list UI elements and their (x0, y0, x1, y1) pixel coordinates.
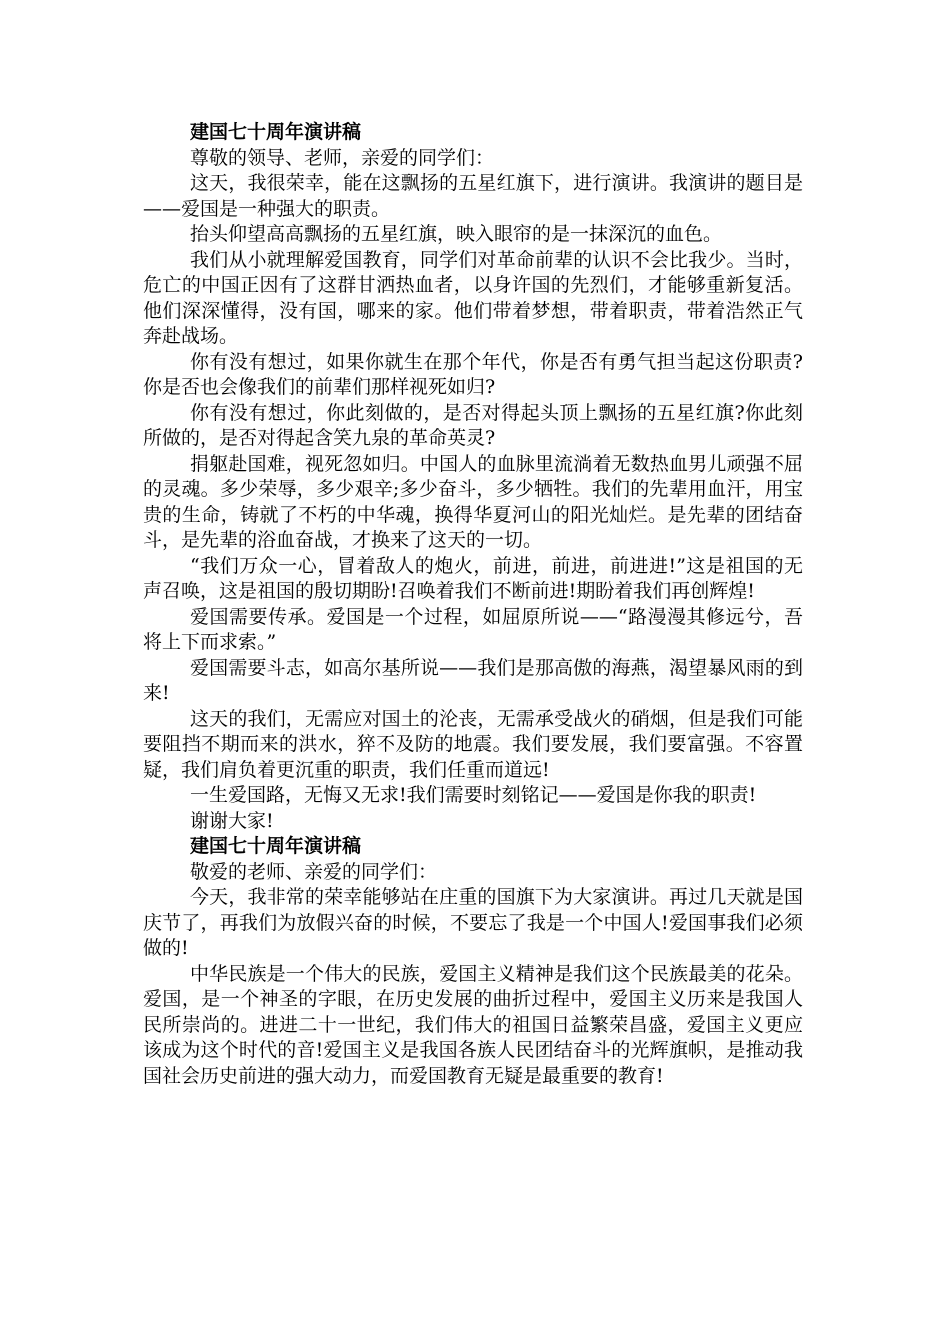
speech-1-paragraph: 这天的我们，无需应对国土的沦丧，无需承受战火的硝烟，但是我们可能要阻挡不期而来的洪水，猝不及防的地震。我们要发展，我们要富强。不容置疑，我们肩负着更沉重的职责，我们任重而道远! (143, 707, 803, 781)
speech-1-paragraph: 你有没有想过，你此刻做的，是否对得起头顶上飘扬的五星红旗?你此刻所做的，是否对得起含笑九泉的革命英灵? (143, 401, 803, 449)
speech-1-paragraph: “我们万众一心，冒着敌人的炮火，前进，前进，前进进!”这是祖国的无声召唤，这是祖国的殷切期盼!召唤着我们不断前进!期盼着我们再创辉煌! (143, 554, 803, 602)
speech-2-greeting: 敬爱的老师、亲爱的同学们： (190, 860, 438, 883)
speech-1-title: 建国七十周年演讲稿 (190, 121, 362, 143)
speech-2-paragraph: 中华民族是一个伟大的民族，爱国主义精神是我们这个民族最美的花朵。爱国，是一个神圣的字眼，在历史发展的曲折过程中，爱国主义历来是我国人民所崇尚的。进进二十一世纪，我们伟大的祖国日益繁荣昌盛，爱国主义更应该成为这个时代的音!爱国主义是我国各族人民团结奋斗的光辉旗帜，是推动我国社会历史前进的强大动力，而爱国教育无疑是最重要的教育! (143, 962, 803, 1087)
speech-1-greeting: 尊敬的领导、老师，亲爱的同学们： (190, 146, 495, 169)
speech-1-closing: 谢谢大家! (190, 809, 274, 832)
speech-1-paragraph: 抬头仰望高高飘扬的五星红旗，映入眼帘的是一抹深沉的血色。 (190, 223, 723, 245)
speech-1-paragraph: 一生爱国路，无悔又无求!我们需要时刻铭记——爱国是你我的职责! (190, 784, 757, 806)
speech-1-paragraph: 爱国需要斗志，如高尔基所说——我们是那高傲的海燕，渴望暴风雨的到来! (143, 656, 803, 704)
speech-2-paragraph: 今天，我非常的荣幸能够站在庄重的国旗下为大家演讲。再过几天就是国庆节了，再我们为放假兴奋的时候，不要忘了我是一个中国人!爱国事我们必须做的! (143, 886, 803, 959)
speech-1-paragraph: 我们从小就理解爱国教育，同学们对革命前辈的认识不会比我少。当时，危亡的中国正因有了这群甘洒热血者，以身许国的先烈们，才能够重新复活。他们深深懂得，没有国，哪来的家。他们带着梦想，带着职责，带着浩然正气奔赴战场。 (143, 248, 803, 347)
speech-1-paragraph: 爱国需要传承。爱国是一个过程，如屈原所说——“路漫漫其修远兮，吾将上下而求索。” (143, 605, 803, 653)
document-page (143, 120, 803, 1089)
speech-1-paragraph: 这天，我很荣幸，能在这飘扬的五星红旗下，进行演讲。我演讲的题目是——爱国是一种强大的职责。 (143, 172, 803, 220)
speech-1-paragraph: 捐躯赴国难，视死忽如归。中国人的血脉里流淌着无数热血男儿顽强不屈的灵魂。多少荣辱，多少艰辛;多少奋斗，多少牺牲。我们的先辈用血汗，用宝贵的生命，铸就了不朽的中华魂，换得华夏河山的阳光灿烂。是先辈的团结奋斗，是先辈的浴血奋战，才换来了这天的一切。 (143, 452, 803, 551)
speech-2-title: 建国七十周年演讲稿 (190, 835, 362, 857)
speech-1-paragraph: 你有没有想过，如果你就生在那个年代，你是否有勇气担当起这份职责?你是否也会像我们的前辈们那样视死如归? (143, 350, 803, 398)
